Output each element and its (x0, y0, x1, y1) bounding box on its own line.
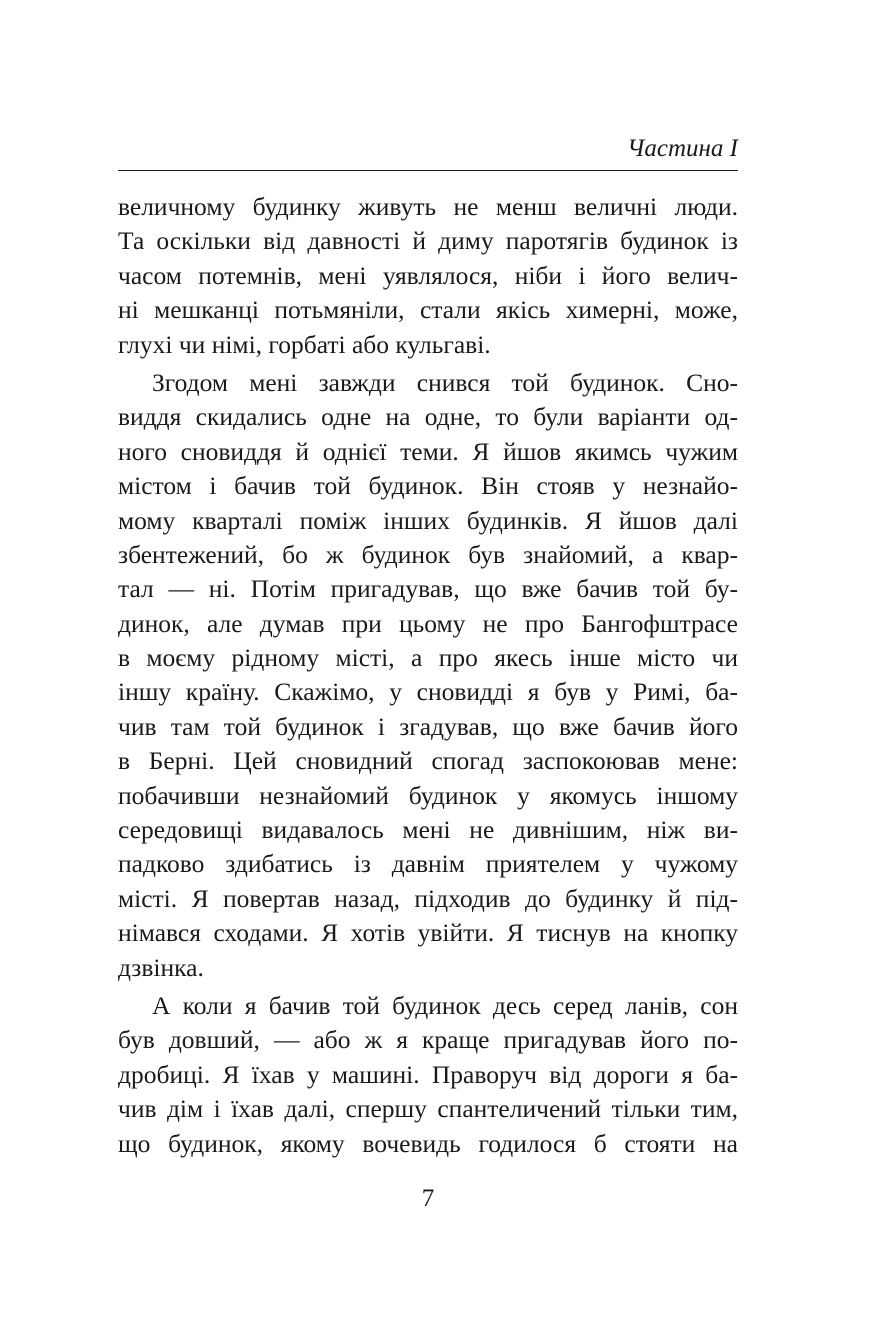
text-line: падково здибатись із давнім приятелем у чужому (118, 849, 738, 879)
text-line: побачивши незнайомий будинок у якомусь іншому (118, 780, 738, 810)
text-line: виддя скидались одне на одне, то були варіанти од- (118, 402, 738, 432)
text-line: в Берні. Цей сновидний спогад заспокоював мене: (118, 746, 738, 776)
text-line: німався сходами. Я хотів увійти. Я тиснув на кнопку (118, 918, 738, 948)
text-line: середовищі видавалось мені не дивнішим, ніж ви- (118, 815, 738, 845)
text-line: А коли я бачив той будинок десь серед ланів, сон (152, 990, 738, 1020)
text-line: дзвінка. (118, 952, 204, 982)
text-line: Та оскільки від давності й диму паротягів будинок із (118, 226, 738, 256)
text-line: Згодом мені завжди снився той будинок. Сно- (152, 367, 738, 397)
text-line: що будинок, якому вочевидь годилося б стояти на (118, 1128, 738, 1158)
text-line: тал — ні. Потім пригадував, що вже бачив той бу- (118, 574, 738, 604)
text-line: чив дім і їхав далі, спершу спантеличений тільки тим, (118, 1094, 738, 1124)
text-line: був довший, — або ж я краще пригадував його по- (118, 1025, 738, 1055)
paragraph (118, 190, 738, 362)
text-line: ні мешканці потьмяніли, стали якісь химерні, може, (118, 295, 738, 325)
running-head: Частина І (627, 135, 738, 162)
text-line: мому кварталі поміж інших будинків. Я йшов далі (118, 505, 738, 535)
text-line: дробиці. Я їхав у машині. Праворуч від дороги я ба- (118, 1059, 738, 1089)
text-line: в моєму рідному місті, а про якесь інше місто чи (118, 643, 738, 673)
text-line: чив там той будинок і згадував, що вже бачив його (118, 711, 738, 741)
text-line: іншу країну. Скажімо, у сновидді я був у Римі, ба- (118, 677, 738, 707)
text-line: динок, але думав при цьому не про Бангофштрасе (118, 608, 738, 638)
paragraph (118, 989, 738, 1161)
text-line: величному будинку живуть не менш величні люди. (118, 192, 738, 221)
text-line: ного сновиддя й однієї теми. Я йшов якимсь чужим (118, 436, 738, 466)
body-text (118, 190, 738, 1161)
paragraph (118, 366, 738, 985)
text-line: містом і бачив той будинок. Він стояв у незнайо- (118, 471, 738, 501)
text-line: збентежений, бо ж будинок був знайомий, а квар- (118, 539, 738, 569)
text-line: місті. Я повертав назад, підходив до будинку й під- (118, 883, 738, 913)
text-line: глухі чи німі, горбаті або кульгаві. (118, 329, 491, 359)
header-rule (118, 170, 738, 171)
text-line: часом потемнів, мені уявлялося, ніби і його велич- (118, 260, 738, 290)
page-number: 7 (421, 1185, 435, 1212)
